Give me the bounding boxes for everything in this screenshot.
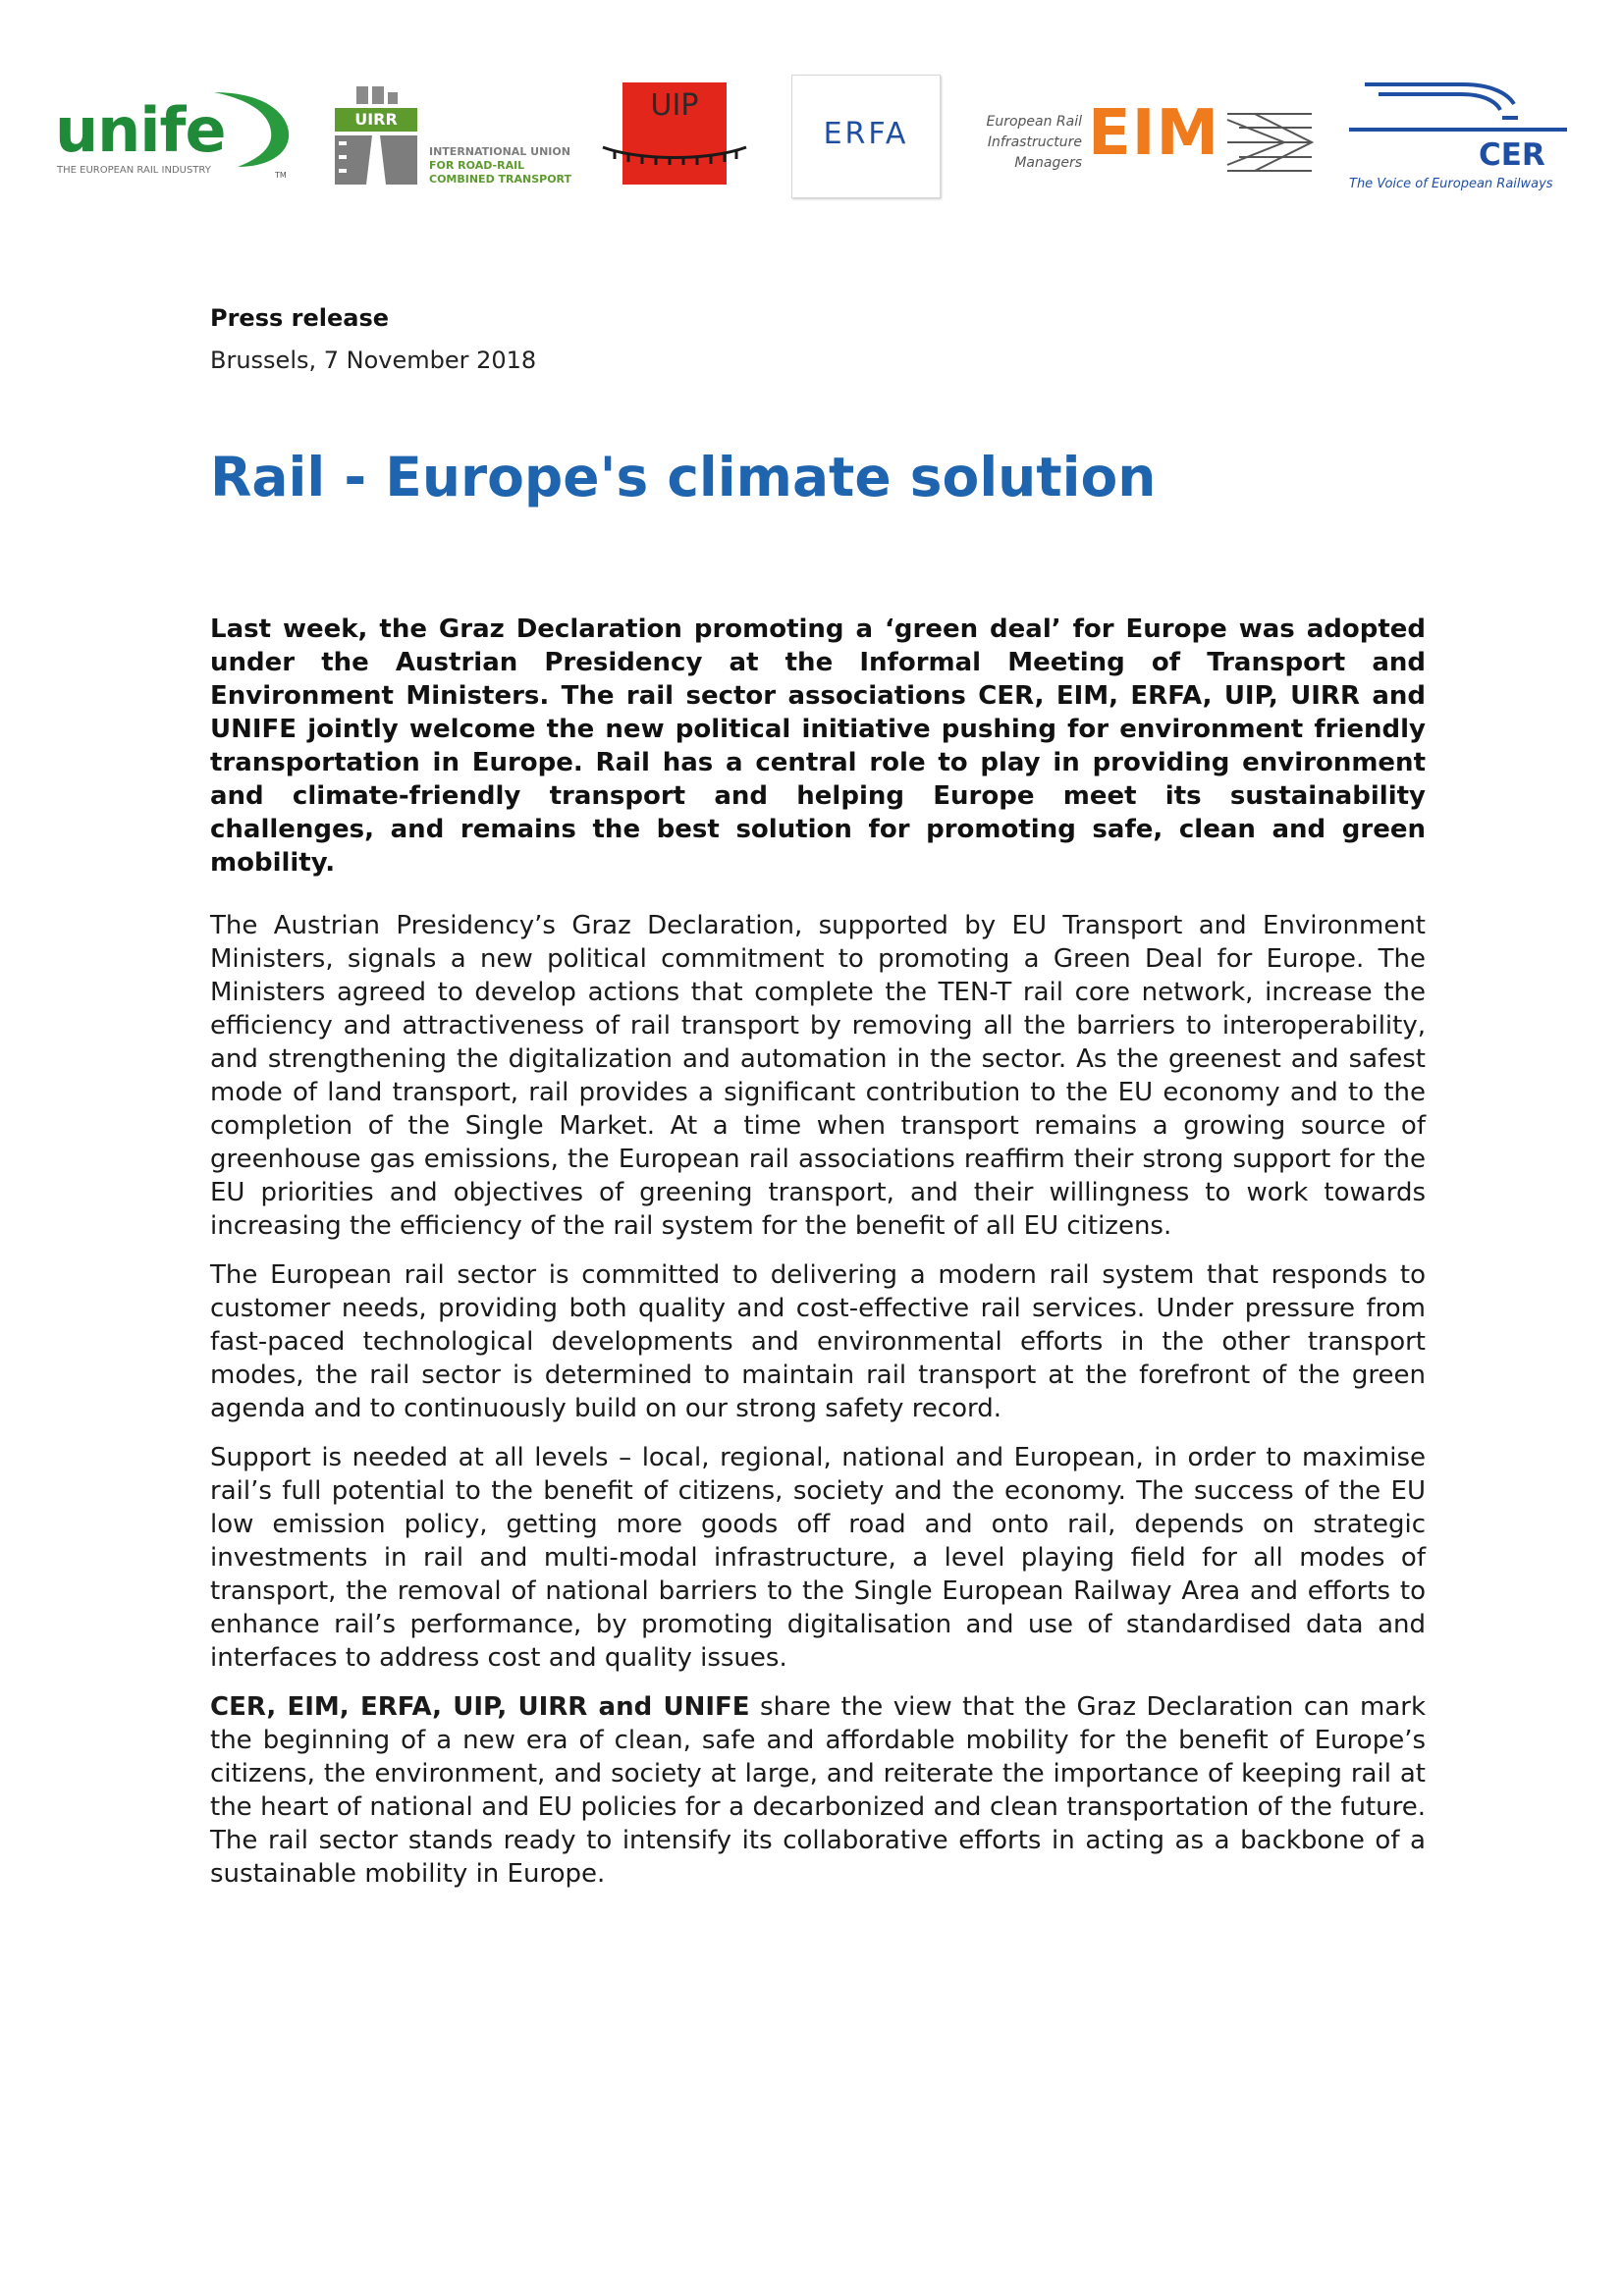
cer-wordmark: CER xyxy=(1479,137,1545,173)
unife-tm: TM xyxy=(275,171,287,180)
dateline: Brussels, 7 November 2018 xyxy=(210,347,537,374)
uirr-badge: UIRR xyxy=(354,110,398,129)
uirr-logo xyxy=(327,82,582,190)
uirr-line2: FOR ROAD-RAIL xyxy=(429,159,525,172)
eim-line2: Infrastructure xyxy=(987,134,1082,150)
eim-caption xyxy=(972,112,1082,174)
erfa-wordmark: ERFA xyxy=(823,117,909,151)
press-release-body xyxy=(210,300,1426,1891)
body-paragraph-2: The European rail sector is committed to delivering a modern rail system that responds to customer needs, providing both quality and cost-effective rail services. Under pressure from fast-paced technological developments and environmental efforts in the other transport modes, the rail sector is determined to maintain rail transport at the forefront of the green agenda and to continuously build on our strong safety record. xyxy=(210,1260,1426,1423)
cer-tagline: The Voice of European Railways xyxy=(1349,177,1553,191)
body-paragraph-3: Support is needed at all levels – local, regional, national and European, in order to maximise rail’s full potential to the benefit of citizens, society and the economy. The success of the EU low emission policy, getting more goods off road and onto rail, depends on strategic investments in rail and multi-modal infrastructure, a level playing field for all modes of transport, the removal of national barriers to the Single European Railway Area and efforts to enhance rail’s performance, by promoting digitalisation and use of standardised data and interfaces to address cost and quality issues. xyxy=(210,1443,1426,1673)
uirr-line3: COMBINED TRANSPORT xyxy=(429,173,572,186)
eim-logo xyxy=(972,97,1316,190)
cer-logo xyxy=(1345,79,1581,196)
cer-train-icon xyxy=(1345,79,1571,137)
erfa-logo xyxy=(791,75,941,198)
body-paragraph-1: The Austrian Presidency’s Graz Declaration, supported by EU Transport and Environment Ministers, signals a new political commitment to promoting a Green Deal for Europe. The Ministers agreed to develop actions that complete the TEN-T rail core network, increase the efficiency and attractiveness of rail transport by removing all the barriers to interoperability, and strengthening the digitalization and automation in the sector. As the greenest and safest mode of land transport, rail provides a significant contribution to the EU economy and to the completion of the Single Market. At a time when transport remains a growing source of greenhouse gas emissions, the European rail associations reaffirm their strong support for the EU priorities and objectives of greening transport, and their willingness to work towards increasing the efficiency of the rail system for the benefit of all EU citizens. xyxy=(210,911,1426,1241)
uirr-caption xyxy=(429,145,571,187)
uip-rail-icon xyxy=(601,143,748,167)
associations-list: CER, EIM, ERFA, UIP, UIRR and UNIFE xyxy=(210,1692,750,1722)
document-type-label: Press release xyxy=(210,304,390,332)
unife-tagline: THE EUROPEAN RAIL INDUSTRY xyxy=(57,165,211,176)
body-paragraph-4 xyxy=(210,1690,1426,1891)
eim-tracks-icon xyxy=(1225,108,1314,177)
eim-line1: European Rail xyxy=(986,114,1082,130)
uip-wordmark: UIP xyxy=(650,88,699,123)
uirr-emblem-icon xyxy=(327,82,425,187)
eim-line3: Managers xyxy=(1014,155,1082,171)
uirr-line1: INTERNATIONAL UNION xyxy=(429,145,570,158)
unife-logo xyxy=(51,86,292,185)
unife-wordmark: unife xyxy=(55,94,226,166)
uip-logo xyxy=(601,82,748,190)
eim-wordmark: EIM xyxy=(1088,97,1220,170)
page-title: Rail - Europe's climate solution xyxy=(210,446,1157,508)
lead-paragraph: Last week, the Graz Declaration promoting a ‘green deal’ for Europe was adopted under the Austrian Presidency at the Informal Meeting of Transport and Environment Ministers. The rail sector associations CER, EIM, ERFA, UIP, UIRR and UNIFE jointly welcome the new political initiative pushing for environment friendly transportation in Europe. Rail has a central role to play in providing environment and climate-friendly transport and helping Europe meet its sustainability challenges, and remains the best solution for promoting safe, clean and green mobility. xyxy=(210,614,1426,878)
logo-bar xyxy=(0,0,1623,226)
body-paragraph-4-text: share the view that the Graz Declaration can mark the beginning of a new era of clean, safe and affordable mobility for the benefit of Europe’s citizens, the environment, and society at large, and reiterate the importance of keeping rail at the heart of national and EU policies for a decarbonized and clean transportation of the future. The rail sector stands ready to intensify its collaborative efforts in acting as a backbone of a sustainable mobility in Europe. xyxy=(210,1692,1427,1889)
